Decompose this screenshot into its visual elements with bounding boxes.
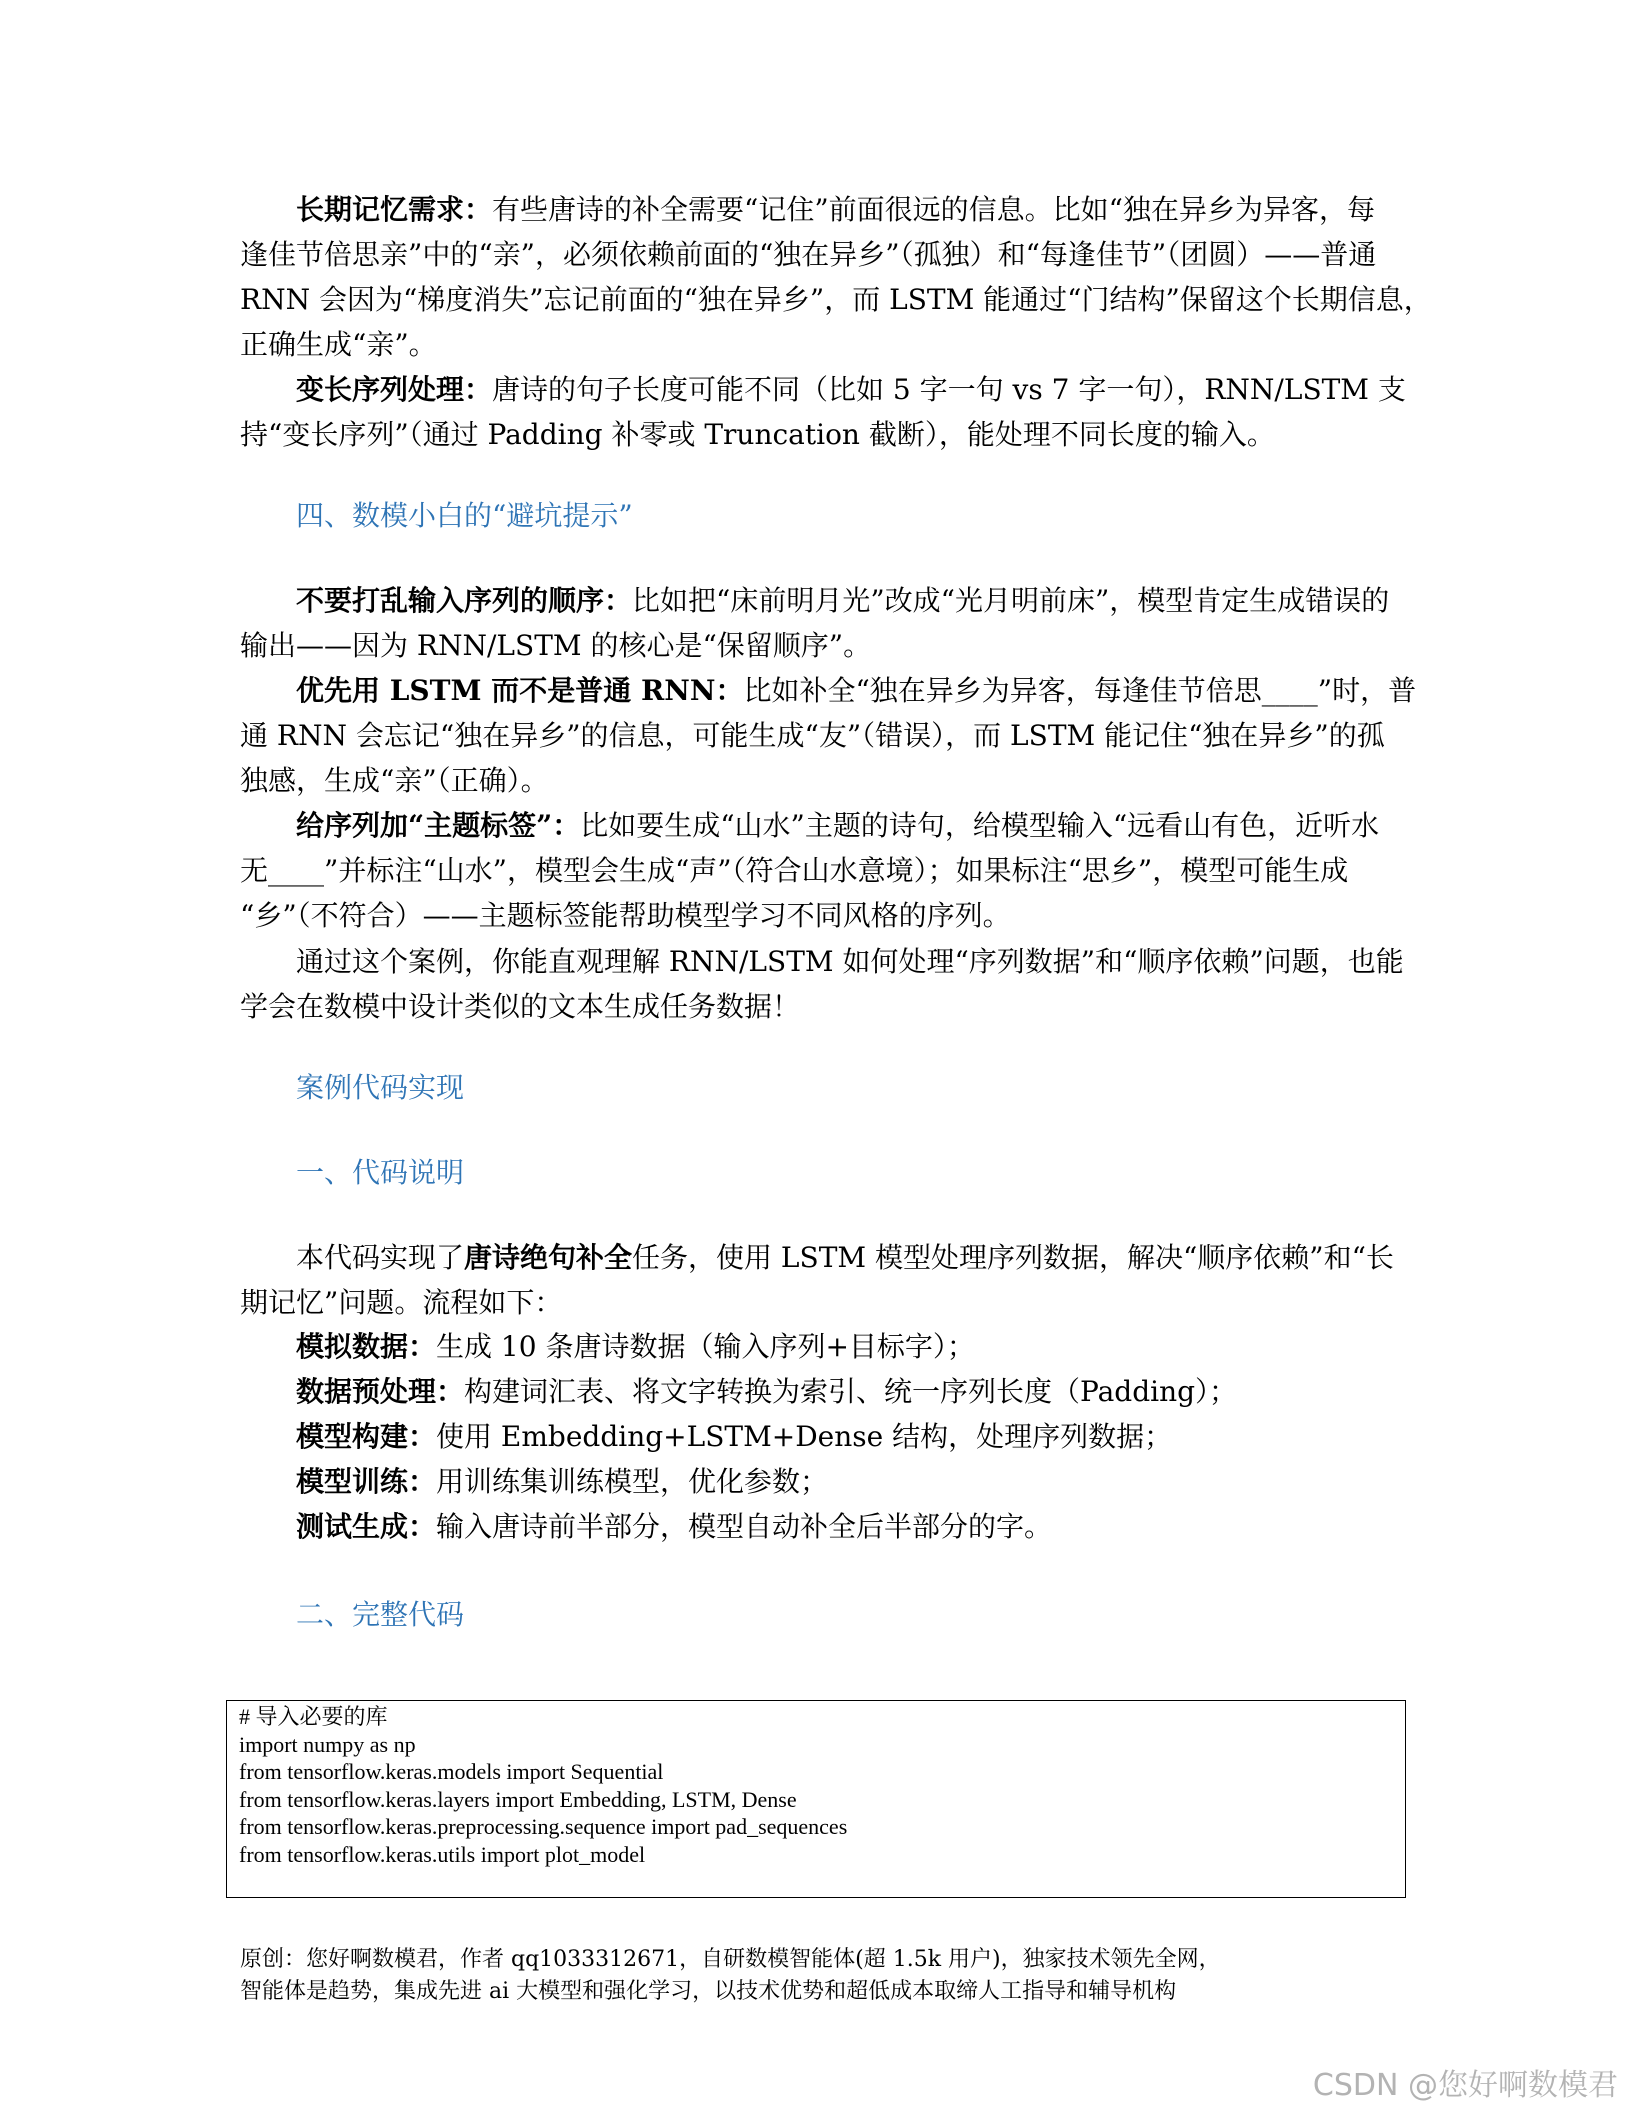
- code-line: from tensorflow.keras.models import Sequential: [239, 1759, 664, 1784]
- code-line: from tensorflow.keras.utils import plot_model: [239, 1841, 646, 1867]
- code-line: from tensorflow.keras.layers import Embedding, LSTM, Dense: [239, 1786, 797, 1812]
- section-heading-case-code: 案例代码实现: [296, 1071, 465, 1104]
- term-label: 不要打乱输入序列的顺序：: [296, 584, 633, 617]
- term-label: 优先用 LSTM 而不是普通 RNN：: [296, 674, 744, 707]
- paragraph-summary: 通过这个案例，你能直观理解 RNN/LSTM 如何处理“序列数据”和“顺序依赖”问题，也能 学会在数模中设计类似的文本生成任务数据！: [240, 945, 1404, 1023]
- csdn-watermark: CSDN @您好啊数模君: [1312, 2068, 1618, 2103]
- code-line: # 导入必要的库: [239, 1704, 388, 1729]
- list-item: 测试生成：输入唐诗前半部分，模型自动补全后半部分的字。: [296, 1510, 1053, 1543]
- term-label: 变长序列处理：: [296, 373, 493, 406]
- term-label: 长期记忆需求：: [296, 193, 493, 226]
- list-item: 模型构建：使用 Embedding+LSTM+Dense 结构，处理序列数据；: [296, 1420, 1173, 1453]
- section-heading-pitfalls: 四、数模小白的“避坑提示”: [296, 499, 633, 532]
- section-heading-code-description: 一、代码说明: [296, 1156, 465, 1189]
- task-name: 唐诗绝句补全: [464, 1241, 633, 1274]
- term-label: 给序列加“主题标签”：: [296, 809, 581, 842]
- list-item: 模拟数据：生成 10 条唐诗数据（输入序列+目标字）；: [296, 1330, 975, 1363]
- list-item: 模型训练：用训练集训练模型，优化参数；: [296, 1465, 829, 1498]
- paragraph-topic-label: 给序列加“主题标签”：比如要生成“山水”主题的诗句，给模型输入“远看山有色，近听水 无____”并标注“山水”，模型会生成“声”（符合山水意境）；如果标注“思乡”，模型可能生成 “乡”（不符合）——主题标签能帮助模型学习不同风格的序列。: [240, 809, 1380, 932]
- footer-note: 原创：您好啊数模君，作者 qq1033312671，自研数模智能体(超 1.5k 用户)，独家技术领先全网， 智能体是趋势，集成先进 ai 大模型和强化学习，以技术优势和超低成本取缔人工指导和辅导机构: [240, 1947, 1221, 2004]
- paragraph-prefer-lstm: 优先用 LSTM 而不是普通 RNN：比如补全“独在异乡为异客，每逢佳节倍思____”时，普 通 RNN 会忘记“独在异乡”的信息，可能生成“友”（错误），而 LSTM 能记住“独在异乡”的孤 独感，生成“亲”（正确）。: [240, 674, 1417, 797]
- code-block: [226, 1700, 1406, 1898]
- code-line: from tensorflow.keras.preprocessing.sequence import pad_sequences: [239, 1814, 848, 1839]
- list-item: 数据预处理：构建词汇表、将文字转换为索引、统一序列长度（Padding）；: [296, 1375, 1238, 1408]
- code-line: import numpy as np: [239, 1731, 416, 1757]
- section-heading-full-code: 二、完整代码: [296, 1598, 465, 1631]
- paragraph-long-term-memory: 长期记忆需求：有些唐诗的补全需要“记住”前面很远的信息。比如“独在异乡为异客，每 逢佳节倍思亲”中的“亲”，必须依赖前面的“独在异乡”（孤独）和“每逢佳节”（团圆）——普通 RNN 会因为“梯度消失”忘记前面的“独在异乡”，而 LSTM 能通过“门结构”保留这个长期信息， 正确生成“亲”。: [240, 193, 1432, 361]
- paragraph-keep-order: 不要打乱输入序列的顺序：比如把“床前明月光”改成“光月明前床”，模型肯定生成错误的 输出——因为 RNN/LSTM 的核心是“保留顺序”。: [240, 584, 1390, 662]
- paragraph-code-intro: 本代码实现了唐诗绝句补全任务，使用 LSTM 模型处理序列数据，解决“顺序依赖”和“长 期记忆”问题。流程如下：: [240, 1241, 1394, 1319]
- paragraph-variable-length: 变长序列处理：唐诗的句子长度可能不同（比如 5 字一句 vs 7 字一句），RNN/LSTM 支 持“变长序列”（通过 Padding 补零或 Truncation 截断），能处理不同长度的输入。: [240, 373, 1406, 451]
